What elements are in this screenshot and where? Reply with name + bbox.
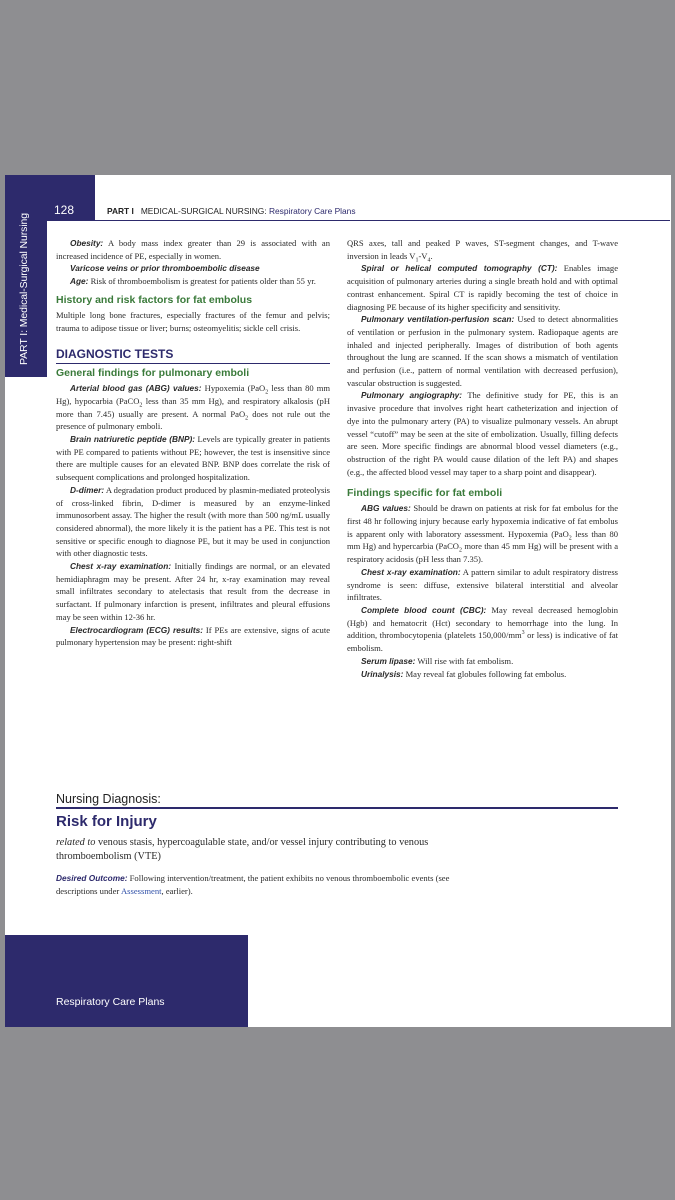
- running-head-chapter: Respiratory Care Plans: [268, 206, 356, 216]
- ecg-paragraph: Electrocardiogram (ECG) results: If PEs are extensive, signs of acute pulmonary hypertension may be present: right-shift: [56, 624, 330, 648]
- angiography-paragraph: Pulmonary angiography: The definitive study for PE, this is an invasive procedure that involves right heart catheterization and injection of dye into the pulmonary artery (PA) to visualize pulmonary vessels. An abrupt vessel “cutoff” may be seen at the site of embolization. Usually, filling defects are seen. More specific findings are abnormal blood vessel diameters (e.g., obstruction of the right PA would cause dilation of the left PA) and shapes (e.g., the affected blood vessel may taper to a sharp point and disappear).: [347, 390, 619, 477]
- fat-abg-paragraph: ABG values: Should be drawn on patients at risk for fat embolus for the first 48 hr following injury because early hypoxemia indicative of fat embolus is apparent only with laboratory assessment. Hypoxemia (PaO$_2$ less than 80 mm Hg) and hypercarbia (PaCO$_2$ more than 45 mm Hg) will be present with a respiratory acidosis (pH less than 7.35).: [347, 503, 619, 565]
- vq-scan-paragraph: Pulmonary ventilation-perfusion scan: Used to detect abnormalities of ventilation or perfusion in the pulmonary system. Radiopaque agents are inhaled and injected peripherally. Images of distribution of both agents throughout the lung are scanned. If the scan shows a mismatch of ventilation and perfusion (i.e., pattern of normal ventilation with decreased perfusion), vascular obstruction is suggested.: [347, 314, 618, 388]
- obesity-paragraph: Obesity: A body mass index greater than 29 is associated with an increased incidence of PE, especially in women.: [56, 238, 331, 261]
- chest-xray-label: Chest x-ray examination:: [70, 561, 172, 572]
- page-number-box: [47, 175, 95, 221]
- chest-xray-paragraph: Chest x-ray examination: Initially findings are normal, or an elevated hemidiaphragm may be present. After 24 hr, x-ray examination may reveal small infiltrates secondary to atelectasis that result from the decrease in surfactant. If pulmonary infarction is present, infiltrates and pleural effusions may be seen within 12-36 hr.: [56, 561, 330, 622]
- right-column: [347, 237, 618, 680]
- angiography-label: Pulmonary angiography:: [361, 390, 463, 401]
- vq-scan-label: Pulmonary ventilation-perfusion scan:: [361, 314, 515, 325]
- nursing-diagnosis-section: [56, 791, 618, 897]
- diagnostic-tests-heading: DIAGNOSTIC TESTS: [56, 347, 330, 364]
- fat-chest-xray-label: Chest x-ray examination:: [361, 566, 461, 577]
- left-column: [56, 237, 330, 649]
- urinalysis-paragraph: Urinalysis: May reveal fat globules following fat embolus.: [361, 668, 567, 679]
- footer-label: Respiratory Care Plans: [56, 996, 165, 1008]
- qrs-paragraph: QRS axes, tall and peaked P waves, ST-segment changes, and T-wave inversion in leads $V_1-V_4$.: [347, 238, 618, 264]
- spiral-ct-label: Spiral or helical computed tomography (CT):: [361, 263, 558, 274]
- fat-risk-text: Multiple long bone fractures, especially fractures of the femur and pelvis; trauma to adipose tissue or liver; burns; osteomyelitis; sickle cell crisis.: [56, 309, 330, 333]
- footer-band: [5, 935, 248, 1027]
- varicose-label: Varicose veins or prior thromboembolic disease: [70, 263, 260, 274]
- ddimer-paragraph: D-dimer: A degradation product produced by plasmin-mediated proteolysis of cross-linked fibrin, D-dimer is measured by an enzyme-linked immunosorbent assay. The higher the result (with more than 500 ng/mL usually considered abnormal), the more likely it is the patient has a PE. This test is not sensitive or specific enough to diagnose PE, but it may be used in conjunction with other diagnostic tests.: [56, 484, 330, 559]
- ecg-label: Electrocardiogram (ECG) results:: [70, 624, 203, 635]
- side-tab: [5, 175, 47, 377]
- book-page: [5, 175, 671, 1027]
- running-head-section: MEDICAL-SURGICAL NURSING:: [140, 206, 267, 216]
- cbc-label: Complete blood count (CBC):: [361, 604, 487, 615]
- age-label: Age:: [70, 276, 89, 287]
- varicose-paragraph: [56, 262, 330, 275]
- page-number: 128: [54, 203, 75, 217]
- assessment-link[interactable]: Assessment: [120, 885, 162, 896]
- bnp-paragraph: Brain natriuretic peptide (BNP): Levels are typically greater in patients with PE compared to patients without PE; however, the test is insensitive since there are multiple causes for an elevated BNP. BNP does correlate the risk of subsequent complications and prolonged hospitalization.: [56, 434, 330, 483]
- desired-outcome-label: Desired Outcome:: [56, 873, 128, 883]
- fat-abg-label: ABG values:: [361, 503, 411, 514]
- abg-paragraph: Arterial blood gas (ABG) values: Hypoxemia (PaO$_2$ less than 80 mm Hg), hypocarbia (PaCO$_2$ less than 35 mm Hg), and respiratory alkalosis (pH more than 7.45) usually are present. A normal PaO$_2$ does not rule out the presence of pulmonary emboli.: [56, 383, 331, 432]
- age-paragraph: Age: Risk of thromboembolism is greatest for patients older than 55 yr.: [70, 276, 316, 287]
- cbc-paragraph: Complete blood count (CBC): May reveal decreased hemoglobin (Hgb) and hematocrit (Hct) secondary to hemorrhage into the lung. In addition, thrombocytopenia (platelets $150,000/mm^3$ or less) is indicative of fat embolism.: [347, 604, 618, 654]
- urinalysis-label: Urinalysis:: [361, 668, 404, 679]
- lipase-label: Serum lipase:: [361, 655, 416, 666]
- header-rule: [95, 220, 670, 221]
- running-head: [107, 206, 356, 216]
- general-findings-heading: General findings for pulmonary emboli: [56, 367, 250, 380]
- fat-findings-heading: Findings specific for fat emboli: [347, 487, 503, 500]
- nursing-diagnosis-name: Risk for Injury: [56, 813, 157, 830]
- fat-risk-heading: History and risk factors for fat embolus: [56, 293, 253, 306]
- side-tab-label: PART I: Medical-Surgical Nursing: [18, 212, 30, 365]
- abg-label: Arterial blood gas (ABG) values:: [70, 383, 202, 394]
- bnp-label: Brain natriuretic peptide (BNP):: [70, 434, 196, 445]
- spiral-ct-paragraph: Spiral or helical computed tomography (CT): Enables image acquisition of pulmonary arteries during a single breath hold and with optimal contrast enhancement. Spiral CT is rapidly becoming the test of choice in diagnosing PE because of its higher specificity and sensitivity.: [347, 263, 619, 312]
- ddimer-label: D-dimer:: [70, 484, 105, 495]
- nursing-diagnosis-title: Nursing Diagnosis:: [56, 791, 618, 809]
- desired-outcome: Desired Outcome: Following intervention/treatment, the patient exhibits no venous thromboembolic events (see descriptions under Assessment, earlier).: [56, 873, 450, 896]
- related-to-text: related to venous stasis, hypercoagulable state, and/or vessel injury contributing to venous thromboembolism (VTE): [56, 837, 429, 862]
- running-head-part: PART I: [107, 206, 134, 216]
- fat-chest-xray-paragraph: Chest x-ray examination: A pattern similar to adult respiratory distress syndrome is seen: diffuse, extensive bilateral interstitial and alveolar infiltrates.: [347, 566, 618, 603]
- lipase-paragraph: Serum lipase: Will rise with fat embolism.: [361, 655, 514, 666]
- obesity-label: Obesity:: [70, 238, 104, 248]
